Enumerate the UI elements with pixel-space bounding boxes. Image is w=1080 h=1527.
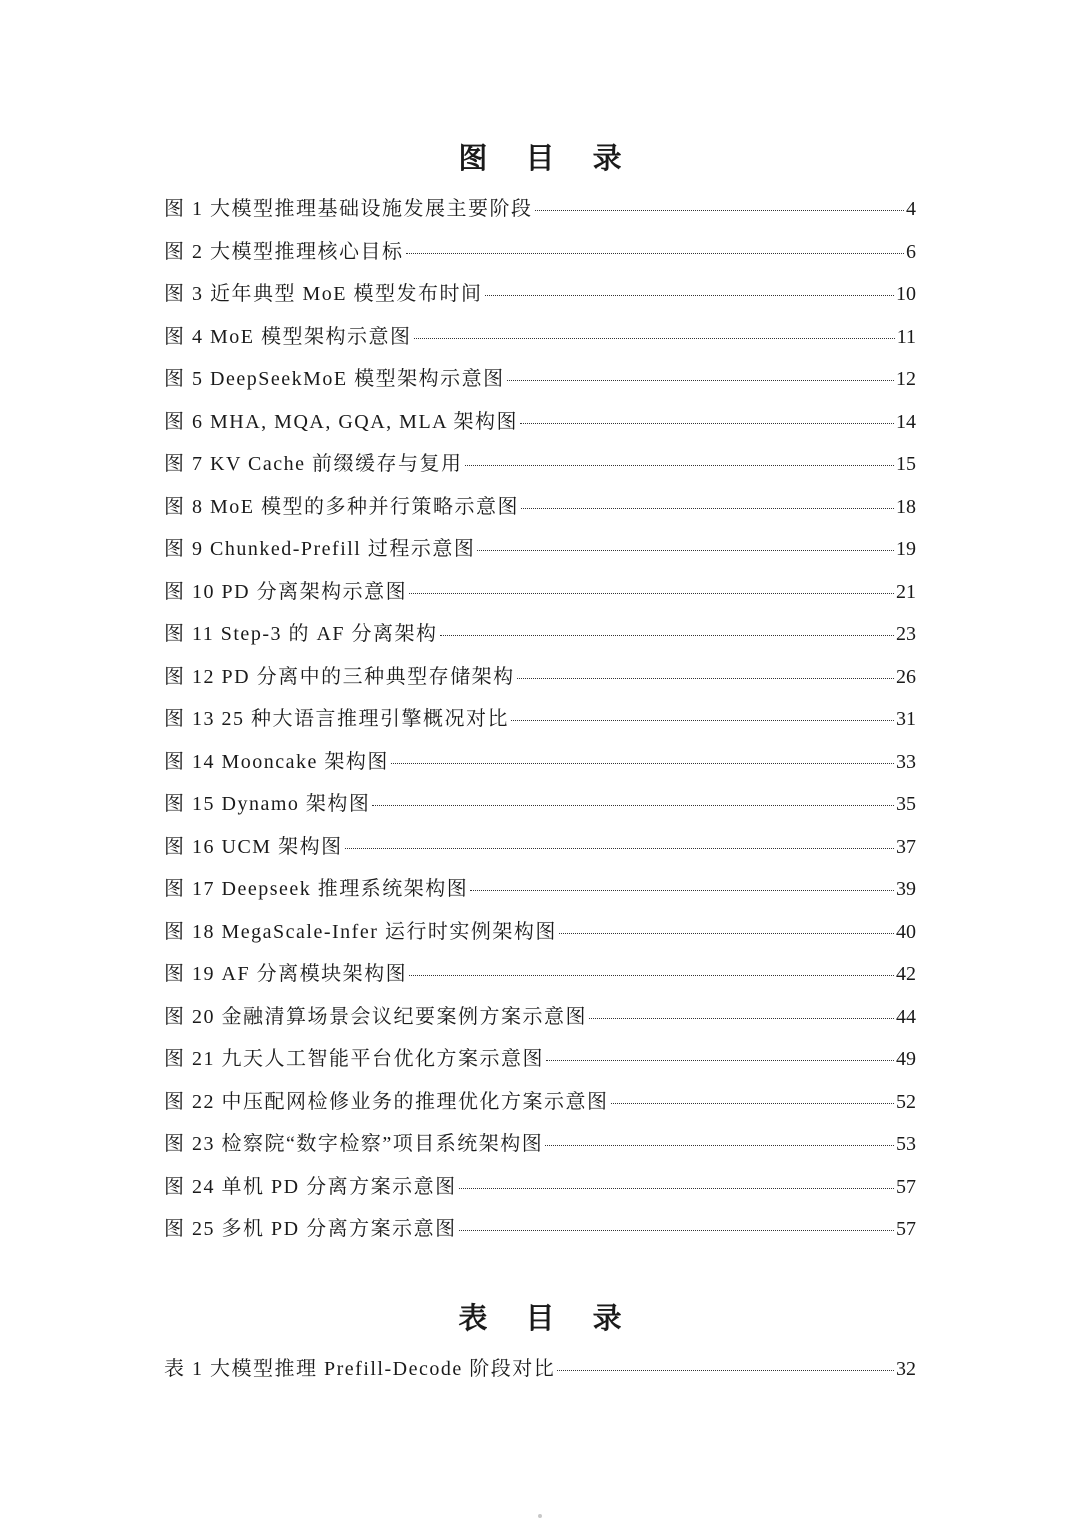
figure-entry[interactable] [164, 620, 916, 663]
figure-entry-page-number: 49 [896, 1048, 916, 1070]
table-entry-page-number: 32 [896, 1358, 916, 1380]
dot-leader [459, 1188, 894, 1189]
table-entry[interactable] [164, 1355, 916, 1398]
figure-entry-label: 图 4 MoE 模型架构示意图 [164, 325, 412, 348]
figure-entry-page-number: 31 [896, 708, 916, 730]
figure-entry-page-number: 52 [896, 1090, 916, 1113]
figure-entry-label: 图 13 25 种大语言推理引擎概况对比 [164, 708, 509, 730]
figure-entry[interactable] [164, 833, 916, 876]
dot-leader [535, 210, 905, 211]
dot-leader [477, 550, 894, 551]
figure-entry-page-number: 35 [896, 793, 916, 815]
figure-entry[interactable] [164, 1130, 916, 1173]
figure-entry-label: 图 21 九天人工智能平台优化方案示意图 [164, 1048, 544, 1070]
figure-entry[interactable] [164, 875, 916, 918]
figure-entry-page-number: 42 [896, 963, 916, 985]
figure-entry[interactable] [164, 280, 916, 323]
figure-entry[interactable] [164, 1173, 916, 1216]
table-entry-label: 表 1 大模型推理 Prefill-Decode 阶段对比 [164, 1358, 556, 1380]
figure-entry[interactable] [164, 365, 916, 408]
figure-entry-label: 图 11 Step-3 的 AF 分离架构 [164, 623, 438, 645]
figure-entry-label: 图 9 Chunked-Prefill 过程示意图 [164, 538, 476, 560]
figure-entry-page-number: 11 [896, 325, 916, 348]
dot-leader [409, 975, 894, 976]
figure-entry-page-number: 23 [896, 623, 916, 645]
figure-entry[interactable] [164, 535, 916, 578]
dot-leader [557, 1370, 894, 1371]
dot-leader [611, 1103, 895, 1104]
dot-leader [465, 465, 895, 466]
dot-leader [485, 295, 895, 296]
dot-leader [546, 1060, 894, 1061]
figure-index-title: 图 目 录 [458, 141, 636, 175]
figure-entry-page-number: 19 [896, 538, 916, 560]
figure-entry-page-number: 15 [896, 453, 916, 475]
figure-entry[interactable] [164, 960, 916, 1003]
figure-entry-label: 图 23 检察院“数字检察”项目系统架构图 [164, 1133, 544, 1155]
figure-entry[interactable] [164, 323, 916, 366]
figure-entry-label: 图 7 KV Cache 前缀缓存与复用 [164, 453, 463, 475]
figure-entry[interactable] [164, 238, 916, 281]
figure-entry-label: 图 24 单机 PD 分离方案示意图 [164, 1175, 457, 1198]
dot-leader [470, 890, 894, 891]
figure-entry[interactable] [164, 493, 916, 536]
figure-entry[interactable] [164, 1003, 916, 1046]
figure-entry-label: 图 17 Deepseek 推理系统架构图 [164, 878, 469, 900]
figure-entry-page-number: 40 [896, 920, 916, 943]
page-marker-dot [538, 1514, 542, 1518]
dot-leader [517, 678, 894, 679]
dot-leader [589, 1018, 894, 1019]
figure-entry[interactable] [164, 1045, 916, 1088]
figure-entry[interactable] [164, 918, 916, 961]
figure-entry-label: 图 5 DeepSeekMoE 模型架构示意图 [164, 368, 505, 390]
dot-leader [559, 933, 894, 934]
figure-entry-label: 图 22 中压配网检修业务的推理优化方案示意图 [164, 1090, 609, 1113]
figure-entry-label: 图 1 大模型推理基础设施发展主要阶段 [164, 198, 533, 220]
figure-entry-page-number: 10 [896, 283, 916, 305]
dot-leader [440, 635, 894, 636]
figure-entry-label: 图 19 AF 分离模块架构图 [164, 963, 408, 985]
figure-entry-page-number: 14 [896, 410, 916, 433]
figure-entry-label: 图 18 MegaScale-Infer 运行时实例架构图 [164, 920, 557, 943]
figure-entry-page-number: 39 [896, 878, 916, 900]
figure-entry[interactable] [164, 1215, 916, 1258]
figure-entry-label: 图 15 Dynamo 架构图 [164, 793, 371, 815]
figure-entry-label: 图 20 金融清算场景会议纪要案例方案示意图 [164, 1005, 587, 1028]
dot-leader [459, 1230, 894, 1231]
figure-entry-label: 图 10 PD 分离架构示意图 [164, 580, 408, 603]
dot-leader [409, 593, 894, 594]
figure-entry-label: 图 3 近年典型 MoE 模型发布时间 [164, 283, 483, 305]
figure-entry-label: 图 25 多机 PD 分离方案示意图 [164, 1218, 457, 1240]
figure-entry-label: 图 2 大模型推理核心目标 [164, 240, 404, 263]
table-index-list [164, 1355, 916, 1398]
dot-leader [391, 763, 894, 764]
figure-entry[interactable] [164, 578, 916, 621]
dot-leader [406, 253, 905, 254]
figure-entry[interactable] [164, 705, 916, 748]
figure-entry-page-number: 4 [906, 198, 916, 220]
figure-entry-label: 图 14 Mooncake 架构图 [164, 750, 389, 773]
dot-leader [507, 380, 894, 381]
figure-entry-page-number: 37 [896, 835, 916, 858]
figure-entry[interactable] [164, 1088, 916, 1131]
dot-leader [511, 720, 894, 721]
figure-entry[interactable] [164, 663, 916, 706]
figure-entry[interactable] [164, 790, 916, 833]
figure-entry-page-number: 57 [896, 1175, 916, 1198]
figure-entry-page-number: 18 [896, 495, 916, 518]
figure-entry[interactable] [164, 408, 916, 451]
figure-entry-page-number: 21 [896, 580, 916, 603]
figure-entry-page-number: 26 [896, 665, 916, 688]
figure-entry-label: 图 6 MHA, MQA, GQA, MLA 架构图 [164, 410, 519, 433]
dot-leader [545, 1145, 894, 1146]
figure-entry[interactable] [164, 450, 916, 493]
figure-entry-label: 图 8 MoE 模型的多种并行策略示意图 [164, 495, 519, 518]
figure-entry-page-number: 6 [906, 240, 916, 263]
figure-entry-page-number: 53 [896, 1133, 916, 1155]
dot-leader [521, 508, 894, 509]
figure-entry[interactable] [164, 748, 916, 791]
figure-entry-page-number: 57 [896, 1218, 916, 1240]
table-index-title: 表 目 录 [458, 1301, 636, 1335]
figure-entry[interactable] [164, 195, 916, 238]
figure-entry-page-number: 33 [896, 750, 916, 773]
dot-leader [414, 338, 895, 339]
figure-index-list [164, 195, 916, 1258]
dot-leader [372, 805, 894, 806]
figure-entry-page-number: 12 [896, 368, 916, 390]
figure-entry-page-number: 44 [896, 1005, 916, 1028]
figure-entry-label: 图 12 PD 分离中的三种典型存储架构 [164, 665, 515, 688]
dot-leader [345, 848, 894, 849]
dot-leader [520, 423, 894, 424]
figure-entry-label: 图 16 UCM 架构图 [164, 835, 343, 858]
